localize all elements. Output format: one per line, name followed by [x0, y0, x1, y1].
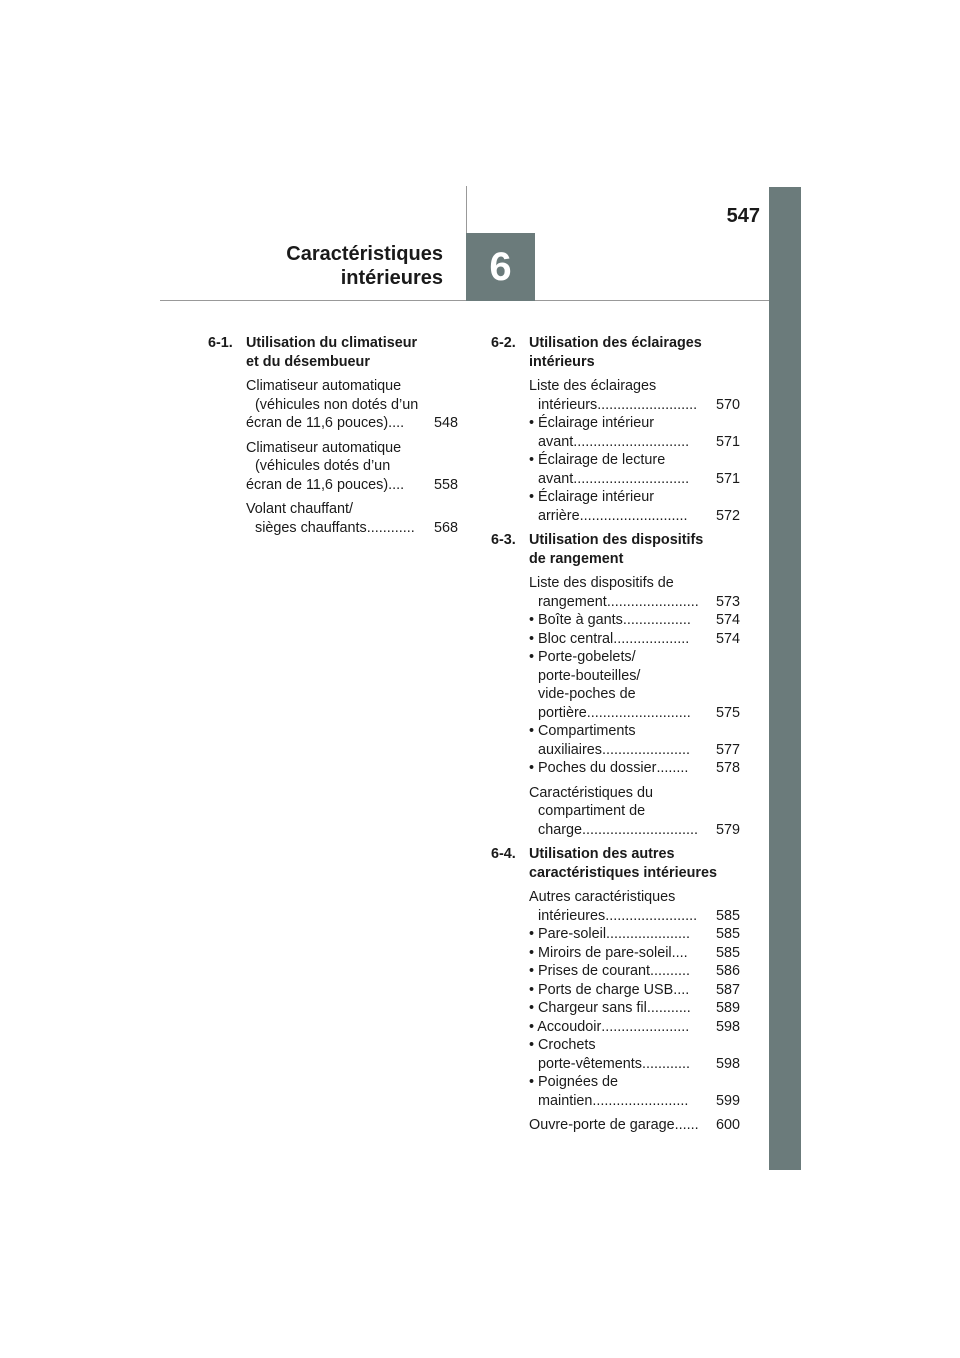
toc-subentry[interactable]: • Compartiments auxiliaires ...................... 577	[529, 723, 740, 758]
section-number: 6-4.	[491, 846, 516, 862]
page-ref: 585	[715, 926, 740, 942]
toc-subentry[interactable]: • Pare-soleil ..................... 585	[529, 926, 740, 942]
section-heading	[491, 334, 740, 371]
page-ref: 578	[715, 760, 740, 776]
page-ref: 586	[715, 963, 740, 979]
page-ref: 573	[715, 593, 740, 610]
section-number: 6-2.	[491, 335, 516, 351]
page-ref: 548	[433, 415, 458, 431]
page-ref: 570	[715, 396, 740, 413]
header-divider-vertical	[466, 186, 467, 234]
header-rule	[160, 300, 769, 301]
toc-entry[interactable]: Liste des dispositifs de rangement ....................... 573	[529, 575, 740, 610]
toc-subentry[interactable]: • Miroirs de pare-soleil .... 585	[529, 944, 740, 961]
toc-subentry[interactable]: • Poignées de maintien ........................ 599	[529, 1074, 740, 1109]
section-title: Utilisation des éclairages intérieurs	[529, 335, 702, 370]
toc-subentry[interactable]: • Poches du dossier ........ 578	[529, 760, 740, 776]
chapter-side-tab	[769, 187, 801, 1170]
toc-subentry[interactable]: • Bloc central ................... 574	[529, 630, 740, 647]
toc-subentry[interactable]: • Prises de courant .......... 586	[529, 963, 740, 979]
toc-entry[interactable]: Ouvre-porte de garage ...... 600	[529, 1117, 740, 1133]
page-ref: 600	[715, 1117, 740, 1133]
toc-column-right	[491, 334, 740, 1141]
toc-entry[interactable]: Autres caractéristiques intérieures ....................... 585	[529, 889, 740, 924]
section-heading	[491, 845, 740, 882]
toc-subentry[interactable]: • Éclairage intérieur arrière ........................... 572	[529, 489, 740, 524]
chapter-number-box: 6	[466, 233, 535, 301]
page-ref: 571	[715, 470, 740, 487]
chapter-title-line1: Caractéristiques	[286, 243, 443, 265]
page-ref: 558	[433, 476, 458, 493]
page-ref: 579	[715, 821, 740, 838]
page-ref: 585	[715, 907, 740, 924]
page-ref: 577	[715, 741, 740, 758]
chapter-title-line2: intérieures	[340, 267, 443, 289]
toc-section-6-2	[491, 334, 740, 525]
page-ref: 598	[715, 1018, 740, 1035]
toc-entry[interactable]: Caractéristiques du compartiment de charge ............................. 579	[529, 784, 740, 838]
page-ref: 571	[715, 433, 740, 450]
toc-section-6-1	[208, 334, 458, 537]
toc-subentry[interactable]: • Éclairage de lecture avant ............................. 571	[529, 452, 740, 487]
section-title: Utilisation des dispositifs de rangement	[529, 532, 704, 567]
toc-entry[interactable]: Climatiseur automatique (véhicules dotés d’un écran de 11,6 pouces) .... 558	[246, 439, 458, 493]
toc-entry[interactable]: Climatiseur automatique (véhicules non dotés d’un écran de 11,6 pouces) .... 548	[246, 378, 458, 431]
toc-section-6-3	[491, 531, 740, 839]
page-ref: 574	[715, 630, 740, 647]
page-ref: 574	[715, 612, 740, 628]
toc-subentry[interactable]: • Éclairage intérieur avant ............................. 571	[529, 415, 740, 450]
section-title: Utilisation des autres caractéristiques intérieures	[529, 846, 717, 881]
toc-section-6-4	[491, 845, 740, 1135]
toc-subentry[interactable]: • Accoudoir ...................... 598	[529, 1018, 740, 1035]
toc-subentry[interactable]: • Chargeur sans fil ........... 589	[529, 1000, 740, 1016]
toc-subentry[interactable]: • Ports de charge USB .... 587	[529, 981, 740, 998]
toc-subentry[interactable]: • Crochets porte-vêtements ............ 598	[529, 1037, 740, 1072]
section-heading	[491, 531, 740, 568]
page-ref: 575	[715, 704, 740, 721]
page-ref: 599	[715, 1092, 740, 1109]
page-ref: 587	[715, 981, 740, 998]
toc-entry[interactable]: Liste des éclairages intérieurs ......................... 570	[529, 378, 740, 413]
section-heading	[208, 334, 458, 371]
section-number: 6-3.	[491, 532, 516, 548]
page-ref: 598	[715, 1055, 740, 1072]
page-number: 547	[726, 205, 760, 227]
chapter-title	[286, 242, 443, 290]
page-ref: 572	[715, 507, 740, 524]
page-ref: 568	[433, 519, 458, 536]
section-number: 6-1.	[208, 335, 233, 351]
toc-subentry[interactable]: • Porte-gobelets/ porte-bouteilles/ vide-poches de portière .......................... 575	[529, 649, 740, 721]
toc-column-left	[208, 334, 458, 543]
section-title: Utilisation du climatiseur et du désembueur	[246, 335, 418, 370]
page-ref: 585	[715, 944, 740, 961]
toc-entry[interactable]: Volant chauffant/ sièges chauffants ............ 568	[246, 501, 458, 536]
page-ref: 589	[715, 1000, 740, 1016]
toc-subentry[interactable]: • Boîte à gants ................. 574	[529, 612, 740, 628]
